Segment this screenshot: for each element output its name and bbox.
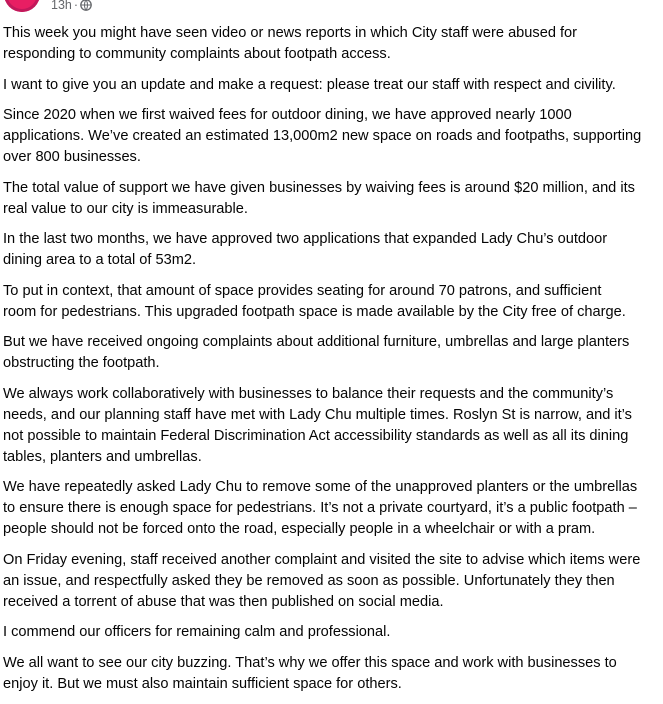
post-paragraph: [3, 23, 663, 65]
post-paragraph: [3, 75, 663, 96]
post-paragraph: [3, 384, 663, 468]
post-text-line: But we have received ongoing complaints about additional furniture, umbrellas and large planters: [3, 334, 630, 350]
post-text-line: This week you might have seen video or news reports in which City staff were abused for: [3, 25, 578, 41]
post-text-line: received a torrent of abuse that was then published on social media.: [3, 593, 444, 610]
post-paragraph: [3, 332, 663, 374]
post-text-line: I commend our officers for remaining calm and professional.: [3, 624, 391, 640]
post-text-line: We always work collaboratively with businesses to balance their requests and the community’s: [3, 385, 614, 402]
post-paragraph: [3, 653, 663, 695]
avatar[interactable]: [4, 0, 40, 12]
post-header: [0, 0, 646, 14]
post-text-line: real value to our city is immeasurable.: [3, 200, 248, 217]
post-text-line: not possible to maintain Federal Discrimination Act accessibility standards as well as all its dining: [3, 427, 629, 444]
post-text-line: room for pedestrians. This upgraded footpath space is made available by the City free of charge.: [3, 303, 626, 320]
post-text-line: applications. We’ve created an estimated 13,000m2 new space on roads and footpaths, supporting: [3, 128, 642, 144]
post-text-line: On Friday evening, staff received another complaint and visited the site to advise which items were: [3, 551, 641, 568]
post-text-line: The total value of support we have given businesses by waiving fees is around $20 million, and its: [3, 179, 635, 196]
post-timestamp[interactable]: 13h: [51, 0, 72, 12]
post-text-line: We have repeatedly asked Lady Chu to remove some of the unapproved planters or the umbrellas: [3, 479, 638, 495]
meta-separator: ·: [73, 0, 79, 12]
post-paragraph: [3, 477, 663, 540]
post-text-line: I want to give you an update and make a request: please treat our staff with respect and civility.: [3, 76, 616, 93]
post-meta: [51, 0, 92, 13]
post-text-line: Since 2020 when we first waived fees for outdoor dining, we have approved nearly 1000: [3, 107, 572, 123]
post-text-line: In the last two months, we have approved two applications that expanded Lady Chu’s outdoor: [3, 231, 608, 247]
post-paragraph: [3, 622, 663, 643]
post-paragraph: [3, 229, 663, 271]
post-text-line: an issue, and respectfully asked they be removed as soon as possible. Unfortunately they then: [3, 572, 615, 589]
post-text-line: over 800 businesses.: [3, 149, 141, 165]
post-text-line: tables, planters and umbrellas.: [3, 448, 202, 465]
post-paragraph: [3, 178, 663, 220]
post-body: [3, 23, 663, 704]
globe-icon[interactable]: [80, 0, 92, 11]
post-text-line: dining area to a total of 53m2.: [3, 252, 197, 268]
post-text-line: obstructing the footpath.: [3, 355, 160, 371]
post-text-line: needs, and our planning staff have met with Lady Chu multiple times. Roslyn St is narrow, and it’s: [3, 406, 632, 423]
post-text-line: To put in context, that amount of space provides seating for around 70 patrons, and sufficient: [3, 282, 602, 299]
post-paragraph: [3, 105, 663, 168]
post-text-line: people should not be forced onto the road, especially people in a wheelchair or with a pram.: [3, 521, 596, 537]
post-text-line: to ensure there is enough space for pedestrians. It’s not a private courtyard, it’s a public footpath –: [3, 500, 637, 516]
post-text-line: responding to community complaints about footpath access.: [3, 46, 391, 62]
post-text-line: We all want to see our city buzzing. That’s why we offer this space and work with businesses to: [3, 654, 617, 671]
post-text-line: enjoy it. But we must also maintain sufficient space for others.: [3, 675, 402, 692]
post-paragraph: [3, 281, 663, 323]
post-paragraph: [3, 550, 663, 613]
